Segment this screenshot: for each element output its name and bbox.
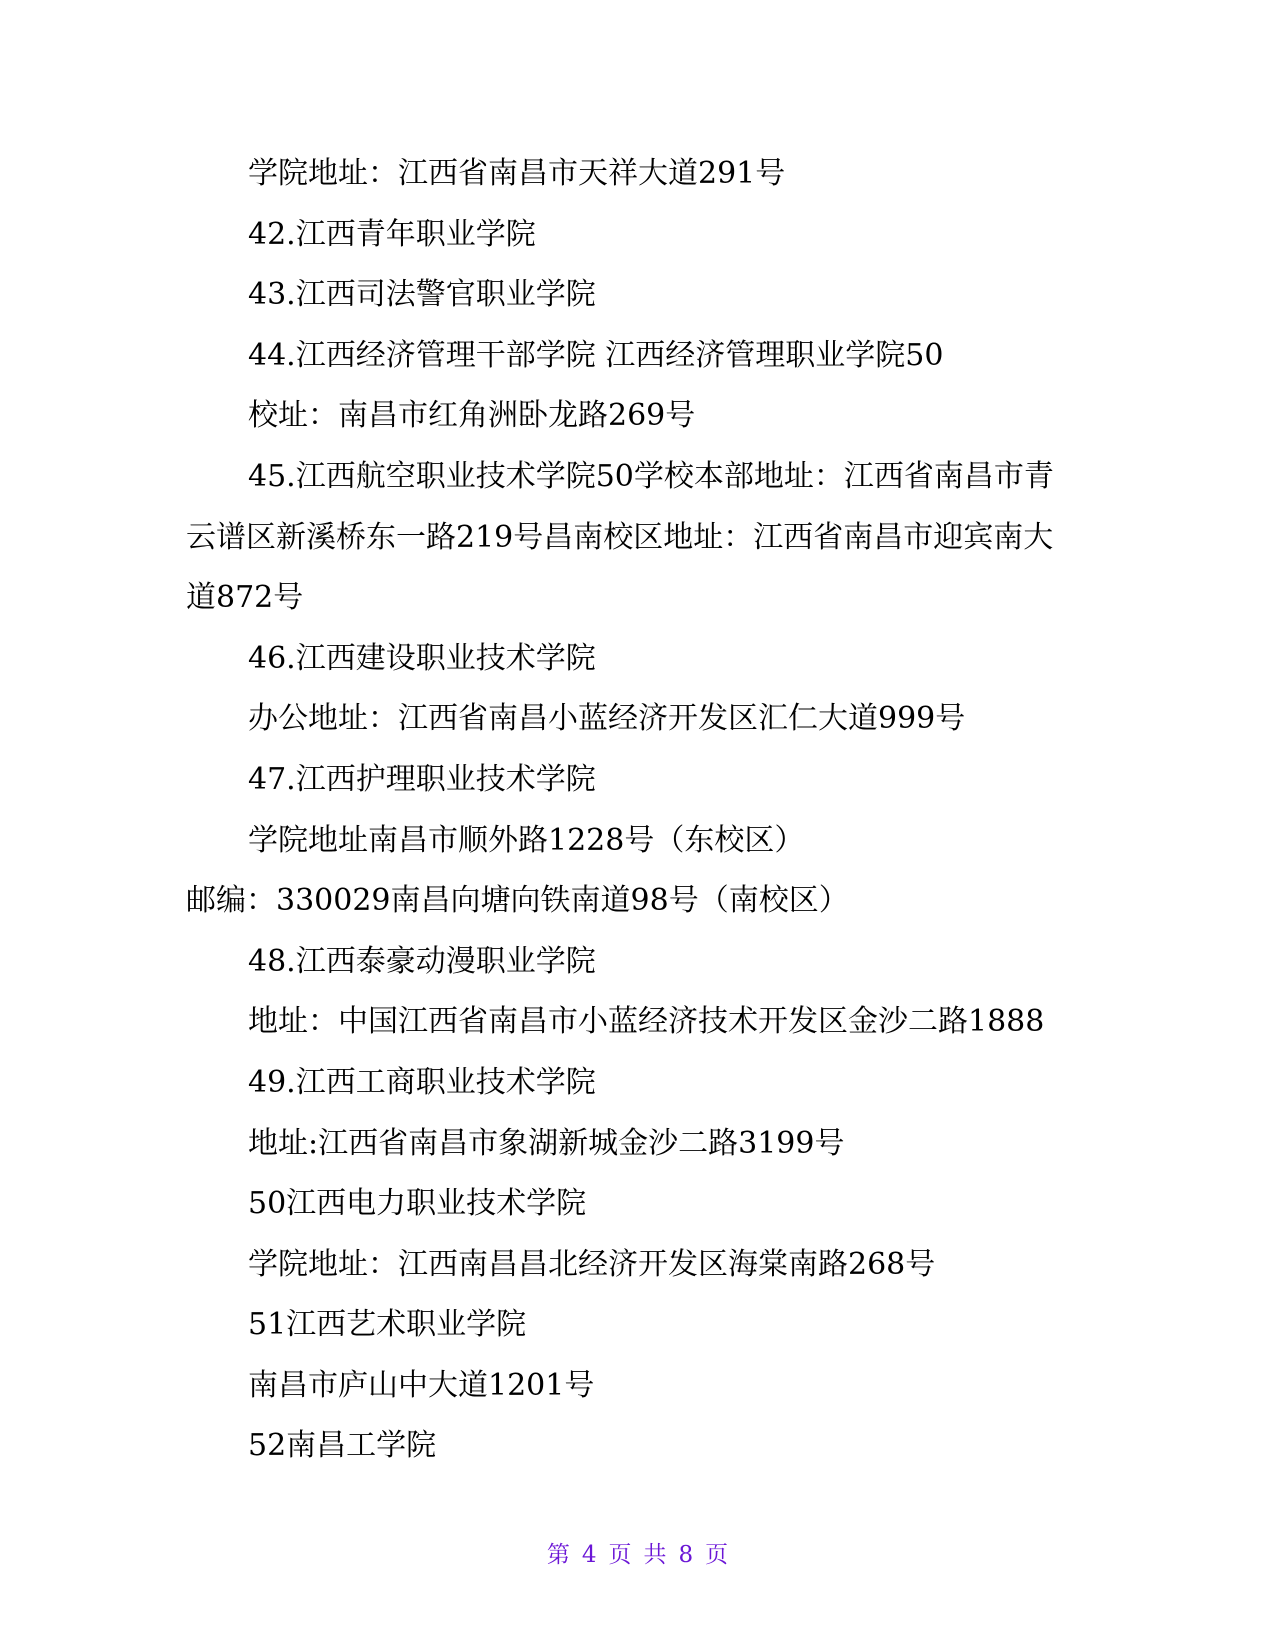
footer-page-word: 页 [608, 1542, 632, 1568]
address-line: 学院地址南昌市顺外路1228号（东校区） [248, 822, 805, 858]
college-entry-48: 48.江西泰豪动漫职业学院 [248, 943, 596, 979]
college-entry-50: 50江西电力职业技术学院 [248, 1186, 587, 1222]
college-entry-45: 45.江西航空职业技术学院50学校本部地址：江西省南昌市青 [248, 458, 1054, 494]
college-entry-46: 46.江西建设职业技术学院 [248, 640, 596, 676]
address-line: 办公地址：江西省南昌小蓝经济开发区汇仁大道999号 [248, 701, 966, 737]
footer-prefix: 第 [546, 1542, 570, 1568]
address-line: 地址:江西省南昌市象湖新城金沙二路3199号 [248, 1125, 845, 1161]
college-entry-44: 44.江西经济管理干部学院 江西经济管理职业学院50 [248, 337, 944, 373]
college-entry-43: 43.江西司法警官职业学院 [248, 277, 596, 313]
college-entry-42: 42.江西青年职业学院 [248, 216, 536, 252]
document-body [186, 144, 1076, 1477]
address-line: 地址：中国江西省南昌市小蓝经济技术开发区金沙二路1888 [248, 1004, 1045, 1040]
college-entry-45-continued: 道872号 [186, 580, 304, 616]
address-line: 学院地址：江西省南昌市天祥大道291号 [248, 156, 786, 191]
current-page-number: 4 [581, 1542, 597, 1568]
address-line: 南昌市庐山中大道1201号 [248, 1367, 595, 1403]
footer-total-word: 共 [643, 1542, 667, 1568]
college-entry-45-continued: 云谱区新溪桥东一路219号昌南校区地址：江西省南昌市迎宾南大 [186, 519, 1054, 555]
address-line: 校址：南昌市红角洲卧龙路269号 [248, 398, 696, 434]
college-entry-52: 52南昌工学院 [248, 1428, 437, 1464]
college-entry-51: 51江西艺术职业学院 [248, 1307, 527, 1343]
address-line: 学院地址：江西南昌昌北经济开发区海棠南路268号 [248, 1246, 936, 1282]
footer-suffix: 页 [705, 1542, 729, 1568]
college-entry-47: 47.江西护理职业技术学院 [248, 761, 596, 797]
postcode-line: 邮编：330029南昌向塘向铁南道98号（南校区） [186, 883, 849, 919]
total-page-count: 8 [678, 1542, 694, 1568]
college-entry-49: 49.江西工商职业技术学院 [248, 1064, 596, 1100]
page-footer [0, 1540, 1275, 1570]
